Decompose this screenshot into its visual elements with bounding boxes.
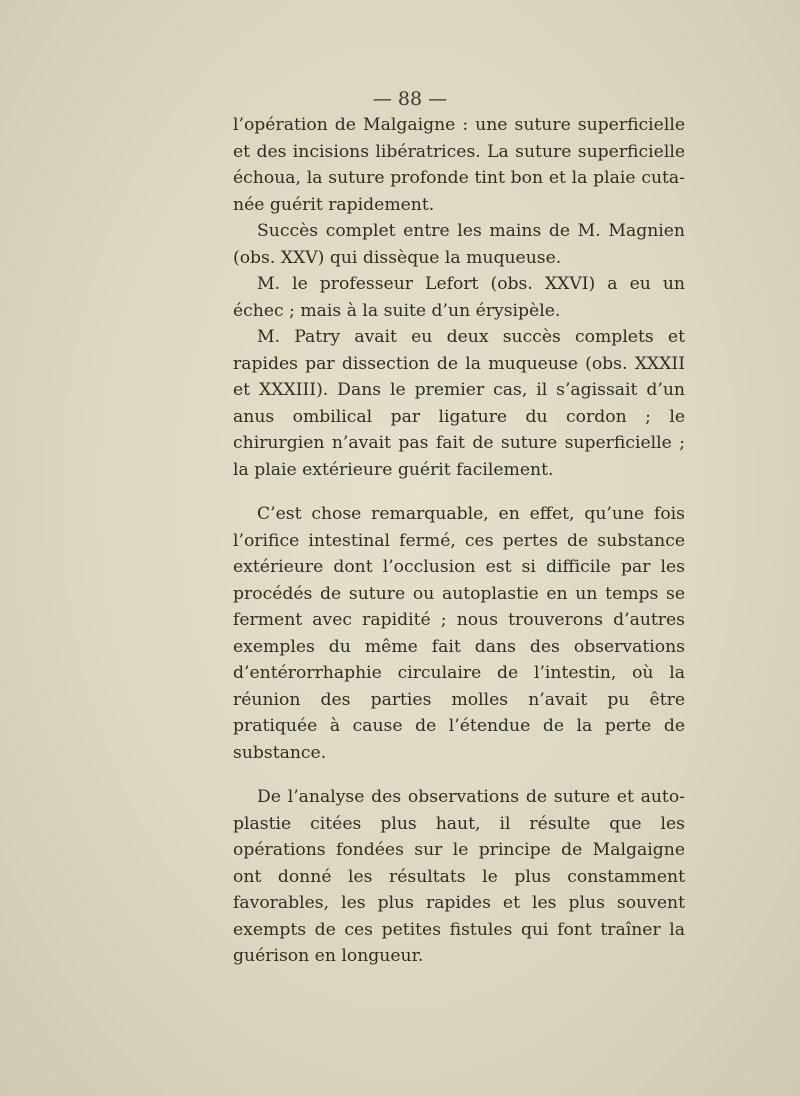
page-number: — 88 — xyxy=(372,88,448,110)
paragraph-1: l’opération de Malgaigne : une suture superficielle et des incisions libératrices. La suture superficielle échoua, la suture profonde tint bon et la plaie cutanée guérit rapidement. xyxy=(233,115,685,215)
paragraph-6: De l’analyse des observations de suture et autoplastie citées plus haut, il résulte que les opérations fondées sur le principe de Malgaigne ont donné les résultats le plus constamment favorables, les plus rapides et les plus souvent exempts de ces petites fistules qui font traîner la guérison en longueur. xyxy=(233,787,685,966)
paragraph-4: M. Patry avait eu deux succès complets et rapides par dissection de la muqueuse (obs. XXXII et XXXIII). Dans le premier cas, il s’agissait d’un anus ombilical par ligature du cordon ; le chirurgien n’avait pas fait de suture superficielle ; la plaie extérieure guérit facilement. xyxy=(233,327,685,480)
paragraph-5: C’est chose remarquable, en effet, qu’une fois l’orifice intestinal fermé, ces pertes de substance extérieure dont l’occlusion est si difficile par les procédés de suture ou autoplastie en un temps se ferment avec rapidité ; nous trouverons d’autres exemples du même fait dans des observations d’entérorrhaphie circulaire de l’intestin, où la réunion des parties molles n’avait pu être pratiquée à cause de l’étendue de la perte de substance. xyxy=(233,504,685,763)
paragraph-2: Succès complet entre les mains de M. Magnien (obs. XXV) qui dissèque la muqueuse. xyxy=(233,221,685,268)
paragraph-3: M. le professeur Lefort (obs. XXVI) a eu un échec ; mais à la suite d’un érysipèle. xyxy=(233,274,685,321)
body-text xyxy=(233,112,685,970)
